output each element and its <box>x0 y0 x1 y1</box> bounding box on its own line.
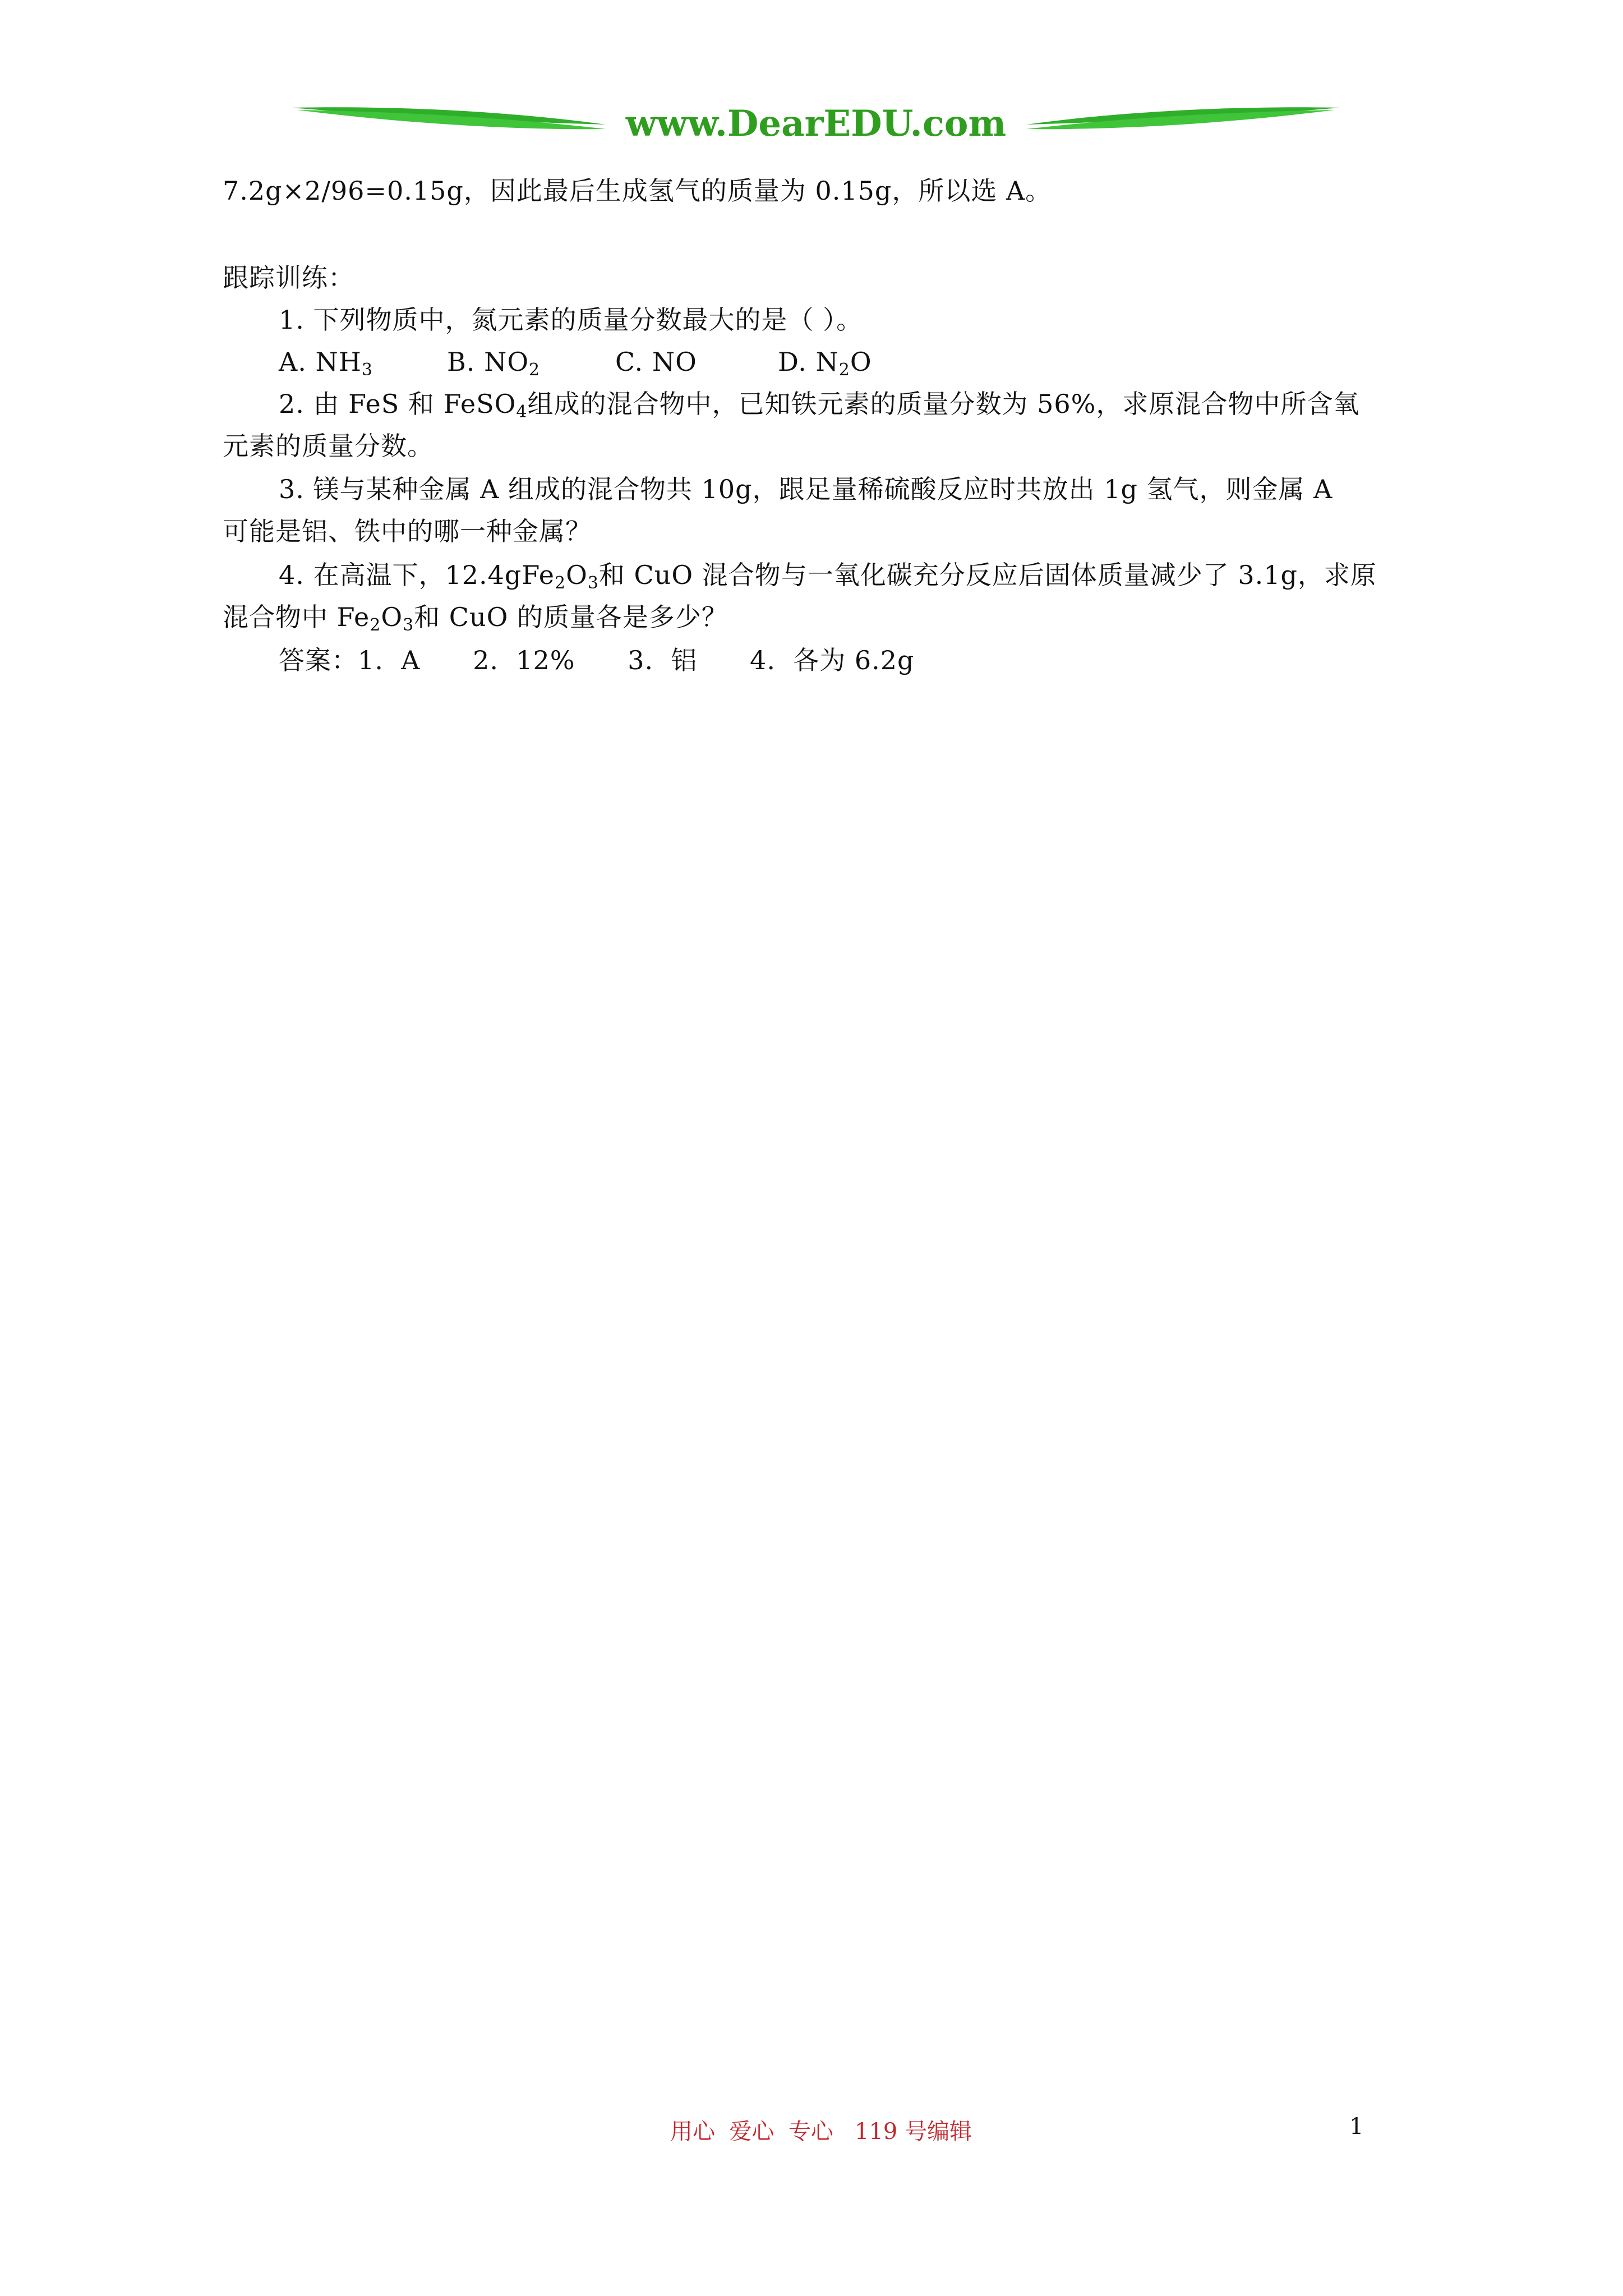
option-d-letter: D. <box>778 347 807 377</box>
banner-swoosh-graphic <box>292 95 1340 157</box>
option-b-sub: 2 <box>529 360 541 380</box>
page-number: 1 <box>1349 2114 1364 2139</box>
option-a-sub: 3 <box>361 360 373 380</box>
q4-l2-c: 和 CuO 的质量各是多少？ <box>414 602 728 632</box>
q4-l1-a: 4. 在高温下，12.4gFe <box>279 560 555 590</box>
option-c-formula: NO <box>652 347 697 377</box>
answers-line: 答案：1. A 2. 12% 3. 铝 4. 各为 6.2g <box>279 645 915 675</box>
question-2-line-2: 元素的质量分数。 <box>223 431 434 461</box>
option-d-sub: 2 <box>838 360 850 380</box>
option-b <box>447 345 615 379</box>
question-1: 1. 下列物质中，氮元素的质量分数最大的是（ ）。 <box>279 305 863 335</box>
section-title: 跟踪训练： <box>223 263 354 293</box>
q2-prefix: 2. 由 FeS 和 FeSO <box>279 389 517 419</box>
option-b-formula: NO <box>484 347 529 377</box>
question-2-line-1 <box>279 387 1359 421</box>
question-4-line-1 <box>279 558 1377 592</box>
option-a-letter: A. <box>279 347 307 377</box>
q4-l1-sub2: 3 <box>587 573 599 593</box>
option-b-letter: B. <box>447 347 476 377</box>
question-1-options <box>279 345 872 379</box>
option-d-formula: N <box>815 347 839 377</box>
option-a <box>279 345 447 379</box>
q4-l2-sub2: 3 <box>403 615 414 635</box>
option-c <box>615 345 778 379</box>
option-d-tail: O <box>850 347 872 377</box>
question-3-line-2: 可能是铝、铁中的哪一种金属？ <box>223 516 592 546</box>
header-banner <box>292 95 1340 157</box>
question-3-line-1: 3. 镁与某种金属 A 组成的混合物共 10g，跟足量稀硫酸反应时共放出 1g 氢气，则金属 A <box>279 474 1333 504</box>
q2-suffix: 组成的混合物中，已知铁元素的质量分数为 56%，求原混合物中所含氧 <box>527 389 1360 419</box>
option-c-letter: C. <box>615 347 644 377</box>
q2-sub: 4 <box>516 402 528 422</box>
option-d <box>778 345 872 379</box>
q4-l2-a: 混合物中 Fe <box>223 602 370 632</box>
q4-l2-sub1: 2 <box>370 615 381 635</box>
q4-l1-c: 和 CuO 混合物与一氧化碳充分反应后固体质量减少了 3.1g，求原 <box>598 560 1377 590</box>
question-4-line-2 <box>223 600 728 634</box>
option-a-formula: NH <box>315 347 362 377</box>
q4-l1-b: O <box>566 560 588 590</box>
q4-l1-sub1: 2 <box>555 573 566 593</box>
q4-l2-b: O <box>381 602 403 632</box>
footer-text: 用心 爱心 专心 119 号编辑 <box>670 2119 972 2145</box>
intro-line: 7.2g×2/96=0.15g，因此最后生成氢气的质量为 0.15g，所以选 A。 <box>223 176 1052 206</box>
site-logo-text: www.DearEDU.com <box>625 103 1007 145</box>
